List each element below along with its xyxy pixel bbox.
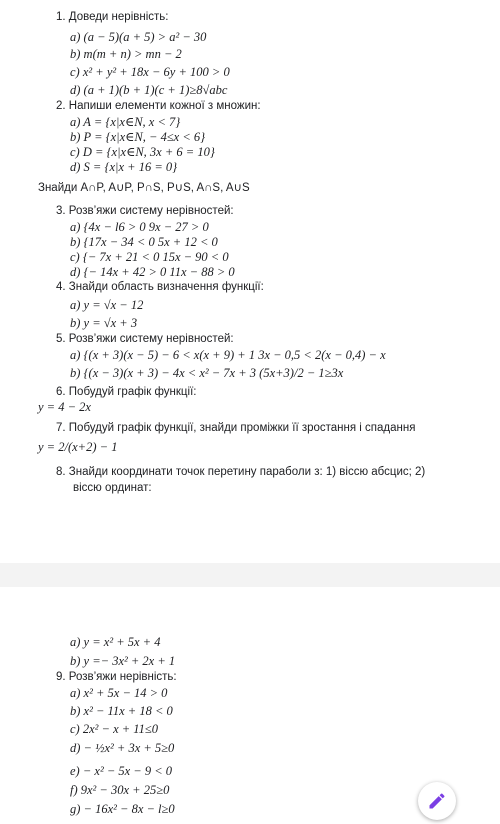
task-9-item-b: b) x² − 11x + 18 < 0 bbox=[70, 704, 173, 718]
task-8-heading: 8. Знайди координати точок перетину параболи з: 1) віссю абсцис; 2) bbox=[56, 466, 426, 478]
task-9-item-f: f) 9x² − 30x + 25≥0 bbox=[70, 783, 170, 797]
task-9-heading: 9. Розв’яжи нерівність: bbox=[56, 671, 177, 683]
task-8-item-b: b) y =− 3x² + 2x + 1 bbox=[70, 654, 176, 668]
task-1-item-b: b) m(m + n) > mn − 2 bbox=[70, 47, 182, 61]
task-1-item-a: a) (a − 5)(a + 5) > a² − 30 bbox=[70, 30, 207, 44]
task-3-item-a: a) {4x − l6 > 0 9x − 27 > 0 bbox=[70, 220, 209, 234]
task-1-item-d: d) (a + 1)(b + 1)(c + 1)≥8√abc bbox=[70, 83, 228, 97]
task-3-item-c: c) {− 7x + 21 < 0 15x − 90 < 0 bbox=[70, 250, 229, 264]
task-4-item-a: a) y = √x − 12 bbox=[70, 298, 144, 312]
pencil-icon bbox=[427, 791, 447, 811]
task-6-heading: 6. Побудуй графік функції: bbox=[56, 386, 197, 398]
task-2-item-c: c) D = {x|x∈N, 3x + 6 = 10} bbox=[70, 145, 215, 159]
task-7-formula: y = 2/(x+2) − 1 bbox=[38, 440, 118, 454]
task-9-item-a: a) x² + 5x − 14 > 0 bbox=[70, 686, 168, 700]
task-6-formula: y = 4 − 2x bbox=[38, 400, 91, 414]
task-3-item-d: d) {− 14x + 42 > 0 11x − 88 > 0 bbox=[70, 265, 235, 279]
task-5-heading: 5. Розв’яжи систему нерівностей: bbox=[56, 333, 234, 345]
task-2-item-a: a) A = {x|x∈N, x < 7} bbox=[70, 115, 181, 129]
task-9-item-g: g) − 16x² − 8x − l≥0 bbox=[70, 802, 175, 816]
edit-button[interactable] bbox=[418, 782, 456, 820]
task-2-heading: 2. Напиши елементи кожної з множин: bbox=[56, 100, 261, 112]
task-2-item-b: b) P = {x|x∈N, − 4≤x < 6} bbox=[70, 130, 206, 144]
task-8-heading-cont: віссю ординат: bbox=[73, 482, 152, 494]
task-4-item-b: b) y = √x + 3 bbox=[70, 316, 138, 330]
task-1-item-c: c) x² + y² + 18x − 6y + 100 > 0 bbox=[70, 65, 230, 79]
task-5-item-a: a) {(x + 3)(x − 5) − 6 < x(x + 9) + 1 3x − 0,5 < 2(x − 0,4) − x bbox=[70, 348, 386, 362]
task-5-item-b: b) {(x − 3)(x + 3) − 4x < x² − 7x + 3 (5x+3)/2 − 1≥3x bbox=[70, 366, 344, 380]
task-8-item-a: a) y = x² + 5x + 4 bbox=[70, 635, 161, 649]
task-7-heading: 7. Побудуй графік функції, знайди проміжки її зростання і спадання bbox=[56, 422, 416, 434]
task-2-item-d: d) S = {x|x + 16 = 0} bbox=[70, 160, 178, 174]
sets-operations-line: Знайди A∩P, A∪P, P∩S, P∪S, A∩S, A∪S bbox=[38, 182, 250, 194]
task-9-item-e: e) − x² − 5x − 9 < 0 bbox=[70, 764, 173, 778]
task-1-heading: 1. Доведи нерівність: bbox=[56, 11, 169, 23]
task-9-item-c: c) 2x² − x + 11≤0 bbox=[70, 722, 158, 736]
task-4-heading: 4. Знайди область визначення функції: bbox=[56, 281, 264, 293]
task-9-item-d: d) − ½x² + 3x + 5≥0 bbox=[70, 741, 175, 755]
task-3-heading: 3. Розв’яжи систему нерівностей: bbox=[56, 205, 234, 217]
task-3-item-b: b) {17x − 34 < 0 5x + 12 < 0 bbox=[70, 235, 218, 249]
